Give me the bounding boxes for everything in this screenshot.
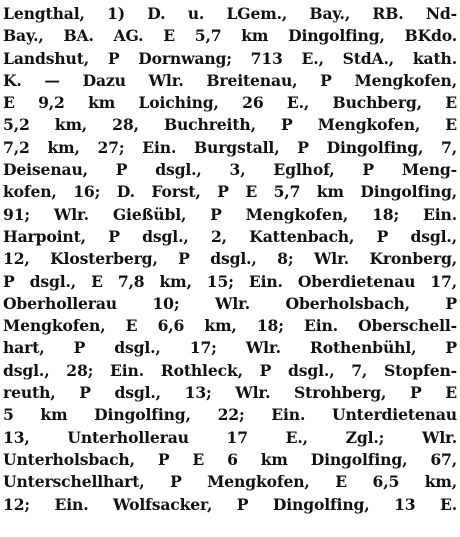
entry-line-19: 5 km Dingolfing, 22; Ein. Unterdietenau: [3, 405, 457, 425]
entry-line-8: Deisenau, P dsgl., 3, Eglhof, P Meng-: [3, 160, 457, 180]
entry-line-15: Mengkofen, E 6,6 km, 18; Ein. Oberschell-: [3, 316, 457, 336]
entry-line-20: 13, Unterhollerau 17 E., Zgl.; Wlr.: [3, 427, 457, 447]
entry-line-3: Landshut, P Dornwang; 713 E., StdA., kath.: [3, 48, 457, 68]
entry-line-2: Bay., BA. AG. E 5,7 km Dingolfing, BKdo.: [3, 26, 457, 46]
entry-line-12: 12, Klosterberg, P dsgl., 8; Wlr. Kronberg,: [3, 249, 457, 269]
entry-line-9: kofen, 16; D. Forst, P E 5,7 km Dingolfing,: [3, 182, 457, 202]
entry-line-4: K. — Dazu Wlr. Breitenau, P Mengkofen,: [3, 70, 457, 90]
entry-line-1: Lengthal, 1) D. u. LGem., Bay., RB. Nd-: [3, 4, 457, 23]
entry-line-22: Unterschellhart, P Mengkofen, E 6,5 km,: [3, 472, 457, 492]
entry-line-6: 5,2 km, 28, Buchreith, P Mengkofen, E: [3, 115, 457, 135]
entry-line-17: dsgl., 28; Ein. Rothleck, P dsgl., 7, Stopfen-: [3, 360, 457, 380]
entry-line-13: P dsgl., E 7,8 km, 15; Ein. Oberdietenau 17,: [3, 271, 457, 291]
entry-line-10: 91; Wlr. Gießübl, P Mengkofen, 18; Ein.: [3, 204, 457, 224]
entry-line-14: Oberhollerau 10; Wlr. Oberholsbach, P: [3, 293, 457, 313]
entry-line-7: 7,2 km, 27; Ein. Burgstall, P Dingolfing, 7,: [3, 137, 457, 157]
entry-line-5: E 9,2 km Loiching, 26 E., Buchberg, E: [3, 93, 457, 113]
entry-line-21: Unterholsbach, P E 6 km Dingolfing, 67,: [3, 449, 457, 469]
entry-line-16: hart, P dsgl., 17; Wlr. Rothenbühl, P: [3, 338, 457, 358]
entry-line-23: 12; Ein. Wolfsacker, P Dingolfing, 13 E.: [3, 494, 457, 514]
entry-line-18: reuth, P dsgl., 13; Wlr. Strohberg, P E: [3, 383, 457, 403]
entry-line-11: Harpoint, P dsgl., 2, Kattenbach, P dsgl.,: [3, 226, 457, 246]
